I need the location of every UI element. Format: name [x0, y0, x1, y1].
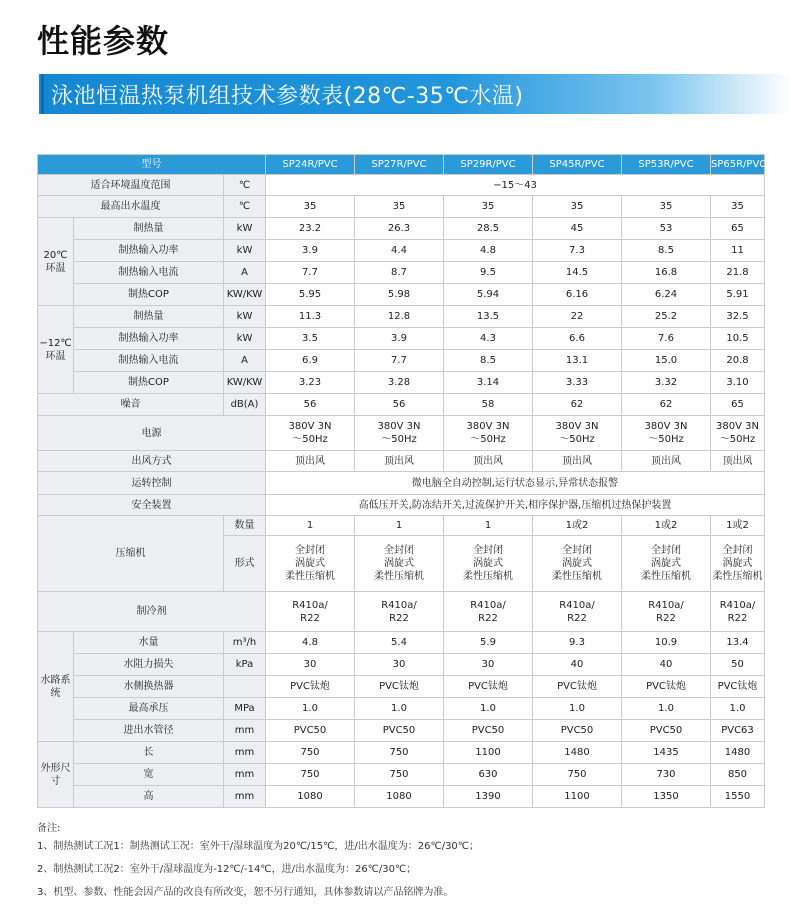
value-cell: PVC50 — [444, 720, 533, 742]
value-cell: 3.9 — [355, 328, 444, 350]
value-cell: R410a/ R22 — [266, 592, 355, 632]
value-cell: 3.33 — [533, 372, 622, 394]
value-cell: 1 — [444, 516, 533, 536]
value-cell: 11 — [711, 240, 765, 262]
value-cell: 顶出风 — [444, 451, 533, 472]
unit-cell: mm — [224, 786, 266, 808]
row-label: 出风方式 — [38, 451, 266, 472]
value-cell: 6.9 — [266, 350, 355, 372]
value-cell: 1.0 — [533, 698, 622, 720]
table-row — [38, 218, 765, 240]
banner-accent-gap — [33, 74, 39, 114]
row-label: 宽 — [74, 764, 224, 786]
unit-cell: kW — [224, 328, 266, 350]
note-item: 1、制热测试工况1：制热测试工况：室外干/湿球温度为20℃/15℃，进/出水温度为：26℃/30℃； — [37, 841, 480, 852]
value-cell: 40 — [533, 654, 622, 676]
row-label: 最高出水温度 — [38, 196, 224, 218]
value-cell: 26.3 — [355, 218, 444, 240]
table-row — [38, 632, 765, 654]
sub-label: 形式 — [224, 536, 266, 592]
value-cell: 11.3 — [266, 306, 355, 328]
row-label: 制冷剂 — [38, 592, 266, 632]
row-label: 制热输入电流 — [74, 262, 224, 284]
unit-cell: KW/KW — [224, 372, 266, 394]
table-row — [38, 592, 765, 632]
value-cell: 1.0 — [266, 698, 355, 720]
value-cell: 微电脑全自动控制,运行状态显示,异常状态报警 — [266, 472, 765, 495]
row-label: 安全装置 — [38, 495, 266, 516]
value-cell: 5.4 — [355, 632, 444, 654]
row-label: 电源 — [38, 416, 266, 451]
value-cell: 45 — [533, 218, 622, 240]
value-cell: 全封闭 涡旋式 柔性压缩机 — [622, 536, 711, 592]
table-row — [38, 372, 765, 394]
table-row — [38, 786, 765, 808]
value-cell: 1或2 — [711, 516, 765, 536]
row-label: 制热COP — [74, 284, 224, 306]
value-cell: 7.7 — [266, 262, 355, 284]
column-header-model: 型号 — [38, 155, 266, 175]
value-cell: 7.3 — [533, 240, 622, 262]
table-row — [38, 350, 765, 372]
group-label: 外形尺寸 — [38, 742, 74, 808]
value-cell: 3.5 — [266, 328, 355, 350]
table-row — [38, 495, 765, 516]
value-cell: 35 — [622, 196, 711, 218]
row-label: 制热量 — [74, 218, 224, 240]
value-cell: 全封闭 涡旋式 柔性压缩机 — [355, 536, 444, 592]
value-cell: PVC钛炮 — [711, 676, 765, 698]
value-cell: PVC钛炮 — [622, 676, 711, 698]
value-cell: 25.2 — [622, 306, 711, 328]
value-cell: 4.3 — [444, 328, 533, 350]
value-cell: 6.16 — [533, 284, 622, 306]
value-cell: 1或2 — [533, 516, 622, 536]
value-cell: 16.8 — [622, 262, 711, 284]
value-cell: 1080 — [355, 786, 444, 808]
unit-cell: A — [224, 350, 266, 372]
value-cell: 4.8 — [444, 240, 533, 262]
value-cell: 1.0 — [355, 698, 444, 720]
value-cell: 850 — [711, 764, 765, 786]
unit-cell: MPa — [224, 698, 266, 720]
table-row — [38, 262, 765, 284]
value-cell: 1390 — [444, 786, 533, 808]
value-cell: 35 — [711, 196, 765, 218]
value-cell: 20.8 — [711, 350, 765, 372]
value-cell: 4.8 — [266, 632, 355, 654]
table-row — [38, 394, 765, 416]
table-row — [38, 175, 765, 196]
table-row — [38, 720, 765, 742]
value-cell: PVC50 — [533, 720, 622, 742]
model-header: SP29R/PVC — [444, 155, 533, 175]
table-row — [38, 284, 765, 306]
unit-cell: mm — [224, 720, 266, 742]
value-cell: 21.8 — [711, 262, 765, 284]
value-cell: 顶出风 — [355, 451, 444, 472]
value-cell: 56 — [266, 394, 355, 416]
value-cell: 58 — [444, 394, 533, 416]
row-label: 最高承压 — [74, 698, 224, 720]
value-cell: 13.4 — [711, 632, 765, 654]
value-cell: 顶出风 — [622, 451, 711, 472]
table-row — [38, 451, 765, 472]
value-cell: 35 — [266, 196, 355, 218]
value-cell: 40 — [622, 654, 711, 676]
value-cell: 10.5 — [711, 328, 765, 350]
group-label: 水路系统 — [38, 632, 74, 742]
value-cell: 32.5 — [711, 306, 765, 328]
value-cell: 顶出风 — [711, 451, 765, 472]
value-cell: 8.5 — [622, 240, 711, 262]
model-header: SP45R/PVC — [533, 155, 622, 175]
value-cell: 30 — [444, 654, 533, 676]
value-cell: 4.4 — [355, 240, 444, 262]
value-cell: R410a/ R22 — [444, 592, 533, 632]
row-label: 制热输入功率 — [74, 240, 224, 262]
value-cell: 1100 — [533, 786, 622, 808]
value-cell: 1100 — [444, 742, 533, 764]
value-cell: 全封闭 涡旋式 柔性压缩机 — [711, 536, 765, 592]
value-cell: 1350 — [622, 786, 711, 808]
value-cell: 1080 — [266, 786, 355, 808]
value-cell: R410a/ R22 — [622, 592, 711, 632]
value-cell: 53 — [622, 218, 711, 240]
value-cell: 3.32 — [622, 372, 711, 394]
note-item: 2、制热测试工况2：室外干/湿球温度为-12℃/-14℃，进/出水温度为：26℃/30℃； — [37, 864, 417, 875]
table-row — [38, 472, 765, 495]
value-cell: 1.0 — [444, 698, 533, 720]
value-cell: 8.7 — [355, 262, 444, 284]
value-cell: 1或2 — [622, 516, 711, 536]
unit-cell: kPa — [224, 654, 266, 676]
value-cell: PVC63 — [711, 720, 765, 742]
value-cell: 3.14 — [444, 372, 533, 394]
banner-title: 泳池恒温热泵机组技术参数表(28℃-35℃水温) — [51, 84, 524, 109]
value-cell: 1435 — [622, 742, 711, 764]
value-cell: 6.24 — [622, 284, 711, 306]
group-label: 20℃ 环温 — [38, 218, 74, 306]
value-cell: 3.10 — [711, 372, 765, 394]
unit-cell: kW — [224, 240, 266, 262]
value-cell: 1 — [355, 516, 444, 536]
value-cell: 30 — [266, 654, 355, 676]
row-label: 运转控制 — [38, 472, 266, 495]
sub-label: 数量 — [224, 516, 266, 536]
value-cell: 3.23 — [266, 372, 355, 394]
value-cell: 5.98 — [355, 284, 444, 306]
value-cell: 13.5 — [444, 306, 533, 328]
value-cell: PVC50 — [266, 720, 355, 742]
value-cell: 750 — [533, 764, 622, 786]
value-cell: −15～43 — [266, 175, 765, 196]
notes — [37, 822, 479, 909]
value-cell: 50 — [711, 654, 765, 676]
value-cell: 5.94 — [444, 284, 533, 306]
value-cell: R410a/ R22 — [533, 592, 622, 632]
model-header: SP24R/PVC — [266, 155, 355, 175]
value-cell: 750 — [266, 764, 355, 786]
value-cell: 380V 3N ～50Hz — [622, 416, 711, 451]
value-cell: 8.5 — [444, 350, 533, 372]
row-label: 制热输入功率 — [74, 328, 224, 350]
value-cell: 380V 3N ～50Hz — [355, 416, 444, 451]
value-cell: 9.5 — [444, 262, 533, 284]
group-label: 压缩机 — [38, 516, 224, 592]
row-label: 水量 — [74, 632, 224, 654]
unit-cell: mm — [224, 764, 266, 786]
value-cell: 3.28 — [355, 372, 444, 394]
table-row — [38, 328, 765, 350]
value-cell: PVC钛炮 — [266, 676, 355, 698]
value-cell: 35 — [533, 196, 622, 218]
value-cell: 730 — [622, 764, 711, 786]
value-cell: 28.5 — [444, 218, 533, 240]
unit-cell: mm — [224, 742, 266, 764]
value-cell: 6.6 — [533, 328, 622, 350]
spec-table — [37, 154, 765, 808]
value-cell: 3.9 — [266, 240, 355, 262]
value-cell: 65 — [711, 394, 765, 416]
table-row — [38, 516, 765, 536]
row-label: 水侧换热器 — [74, 676, 224, 698]
value-cell: PVC50 — [622, 720, 711, 742]
unit-cell: dB(A) — [224, 394, 266, 416]
value-cell: 62 — [622, 394, 711, 416]
row-label: 长 — [74, 742, 224, 764]
value-cell: 630 — [444, 764, 533, 786]
row-label: 进出水管径 — [74, 720, 224, 742]
value-cell: 7.6 — [622, 328, 711, 350]
notes-title: 备注: — [37, 823, 61, 834]
unit-cell: A — [224, 262, 266, 284]
table-row — [38, 240, 765, 262]
value-cell: 35 — [444, 196, 533, 218]
value-cell: 12.8 — [355, 306, 444, 328]
value-cell: 1550 — [711, 786, 765, 808]
row-label: 制热量 — [74, 306, 224, 328]
row-label: 适合环境温度范围 — [38, 175, 224, 196]
value-cell: 380V 3N ～50Hz — [533, 416, 622, 451]
value-cell: 高低压开关,防冻结开关,过流保护开关,相序保护器,压缩机过热保护装置 — [266, 495, 765, 516]
row-label: 制热COP — [74, 372, 224, 394]
value-cell: 顶出风 — [266, 451, 355, 472]
value-cell: 14.5 — [533, 262, 622, 284]
row-label: 水阻力损失 — [74, 654, 224, 676]
unit-cell: kW — [224, 218, 266, 240]
table-row — [38, 306, 765, 328]
value-cell: 35 — [355, 196, 444, 218]
value-cell: 62 — [533, 394, 622, 416]
value-cell: 1480 — [533, 742, 622, 764]
value-cell: 750 — [266, 742, 355, 764]
table-header-row — [38, 155, 765, 175]
value-cell: R410a/ R22 — [711, 592, 765, 632]
unit-cell: KW/KW — [224, 284, 266, 306]
page-title: 性能参数 — [37, 22, 170, 60]
value-cell: 7.7 — [355, 350, 444, 372]
unit-cell: m³/h — [224, 632, 266, 654]
value-cell: 5.95 — [266, 284, 355, 306]
table-row — [38, 654, 765, 676]
value-cell: 750 — [355, 742, 444, 764]
row-label: 高 — [74, 786, 224, 808]
value-cell: 1.0 — [711, 698, 765, 720]
table-row — [38, 742, 765, 764]
value-cell: 全封闭 涡旋式 柔性压缩机 — [444, 536, 533, 592]
value-cell: 56 — [355, 394, 444, 416]
value-cell: 1 — [266, 516, 355, 536]
table-row — [38, 416, 765, 451]
value-cell: 10.9 — [622, 632, 711, 654]
value-cell: 750 — [355, 764, 444, 786]
table-row — [38, 764, 765, 786]
unit-cell — [224, 676, 266, 698]
value-cell: 15.0 — [622, 350, 711, 372]
value-cell: PVC钛炮 — [533, 676, 622, 698]
model-header: SP27R/PVC — [355, 155, 444, 175]
model-header: SP65R/PVC — [711, 155, 765, 175]
value-cell: 65 — [711, 218, 765, 240]
unit-cell: ℃ — [224, 175, 266, 196]
value-cell: 380V 3N ～50Hz — [711, 416, 765, 451]
value-cell: 1480 — [711, 742, 765, 764]
value-cell: R410a/ R22 — [355, 592, 444, 632]
banner-accent-bar — [41, 74, 44, 114]
value-cell: 1.0 — [622, 698, 711, 720]
value-cell: 全封闭 涡旋式 柔性压缩机 — [533, 536, 622, 592]
value-cell: PVC50 — [355, 720, 444, 742]
value-cell: PVC钛炮 — [444, 676, 533, 698]
model-header: SP53R/PVC — [622, 155, 711, 175]
value-cell: 30 — [355, 654, 444, 676]
value-cell: 全封闭 涡旋式 柔性压缩机 — [266, 536, 355, 592]
value-cell: 9.3 — [533, 632, 622, 654]
value-cell: 5.9 — [444, 632, 533, 654]
value-cell: 380V 3N ～50Hz — [444, 416, 533, 451]
value-cell: 23.2 — [266, 218, 355, 240]
value-cell: PVC钛炮 — [355, 676, 444, 698]
unit-cell: kW — [224, 306, 266, 328]
value-cell: 顶出风 — [533, 451, 622, 472]
table-title-banner — [33, 74, 790, 114]
table-row — [38, 196, 765, 218]
value-cell: 13.1 — [533, 350, 622, 372]
row-label: 噪音 — [38, 394, 224, 416]
value-cell: 380V 3N ～50Hz — [266, 416, 355, 451]
value-cell: 5.91 — [711, 284, 765, 306]
row-label: 制热输入电流 — [74, 350, 224, 372]
unit-cell: ℃ — [224, 196, 266, 218]
table-row — [38, 676, 765, 698]
table-row — [38, 698, 765, 720]
value-cell: 22 — [533, 306, 622, 328]
note-item: 3、机型、参数、性能会因产品的改良有所改变，恕不另行通知，具体参数请以产品铭牌为准。 — [37, 887, 454, 898]
group-label: −12℃ 环温 — [38, 306, 74, 394]
